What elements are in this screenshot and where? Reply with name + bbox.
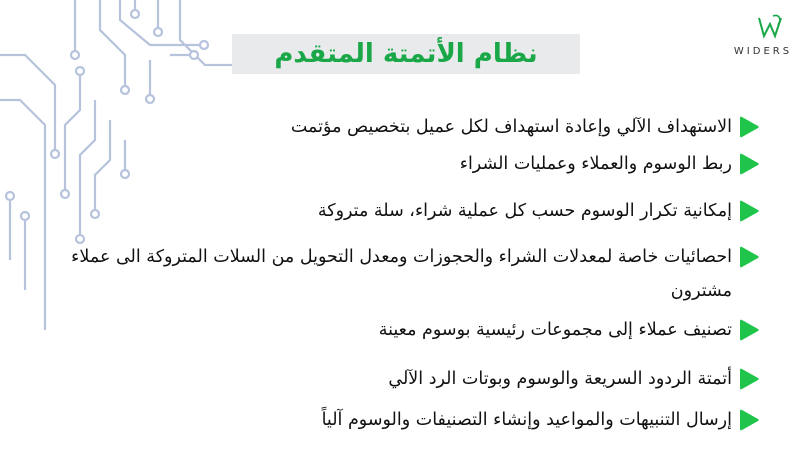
green-triangle-icon (738, 408, 760, 432)
list-item (291, 110, 760, 144)
list-item-text: إمكانية تكرار الوسوم حسب كل عملية شراء، سلة متروكة (317, 201, 732, 221)
list-item-text: أتمتة الردود السريعة والوسوم وبوتات الرد الآلي (388, 369, 732, 389)
list-item-text: إرسال التنبيهات والمواعيد وإنشاء التصنيفات والوسوم آلياً (321, 410, 732, 430)
list-item (379, 313, 760, 347)
list-item-text: ربط الوسوم والعملاء وعمليات الشراء (459, 154, 732, 174)
list-item (322, 403, 760, 437)
page-title: نظام الأتمتة المتقدم (232, 34, 580, 74)
green-triangle-icon (738, 199, 760, 223)
green-triangle-icon (738, 152, 760, 176)
green-triangle-icon (738, 367, 760, 391)
brand-logo (733, 10, 800, 57)
list-item (388, 362, 760, 396)
green-triangle-icon (738, 245, 760, 269)
w-leaf-logo-icon (753, 10, 787, 44)
list-item (460, 147, 760, 181)
green-triangle-icon (738, 318, 760, 342)
list-item-text: احصائيات خاصة لمعدلات الشراء والحجوزات ومعدل التحويل من السلات المتروكة الى عملاء مشترون (71, 247, 732, 301)
list-item-text: الاستهداف الآلي وإعادة استهداف لكل عميل بتخصيص مؤتمت (290, 117, 732, 137)
list-item-text: تصنيف عملاء إلى مجموعات رئيسية بوسوم معينة (378, 320, 732, 340)
green-triangle-icon (738, 115, 760, 139)
list-item (318, 194, 760, 228)
list-item (12, 240, 760, 308)
brand-name: WIDERS (733, 46, 793, 57)
